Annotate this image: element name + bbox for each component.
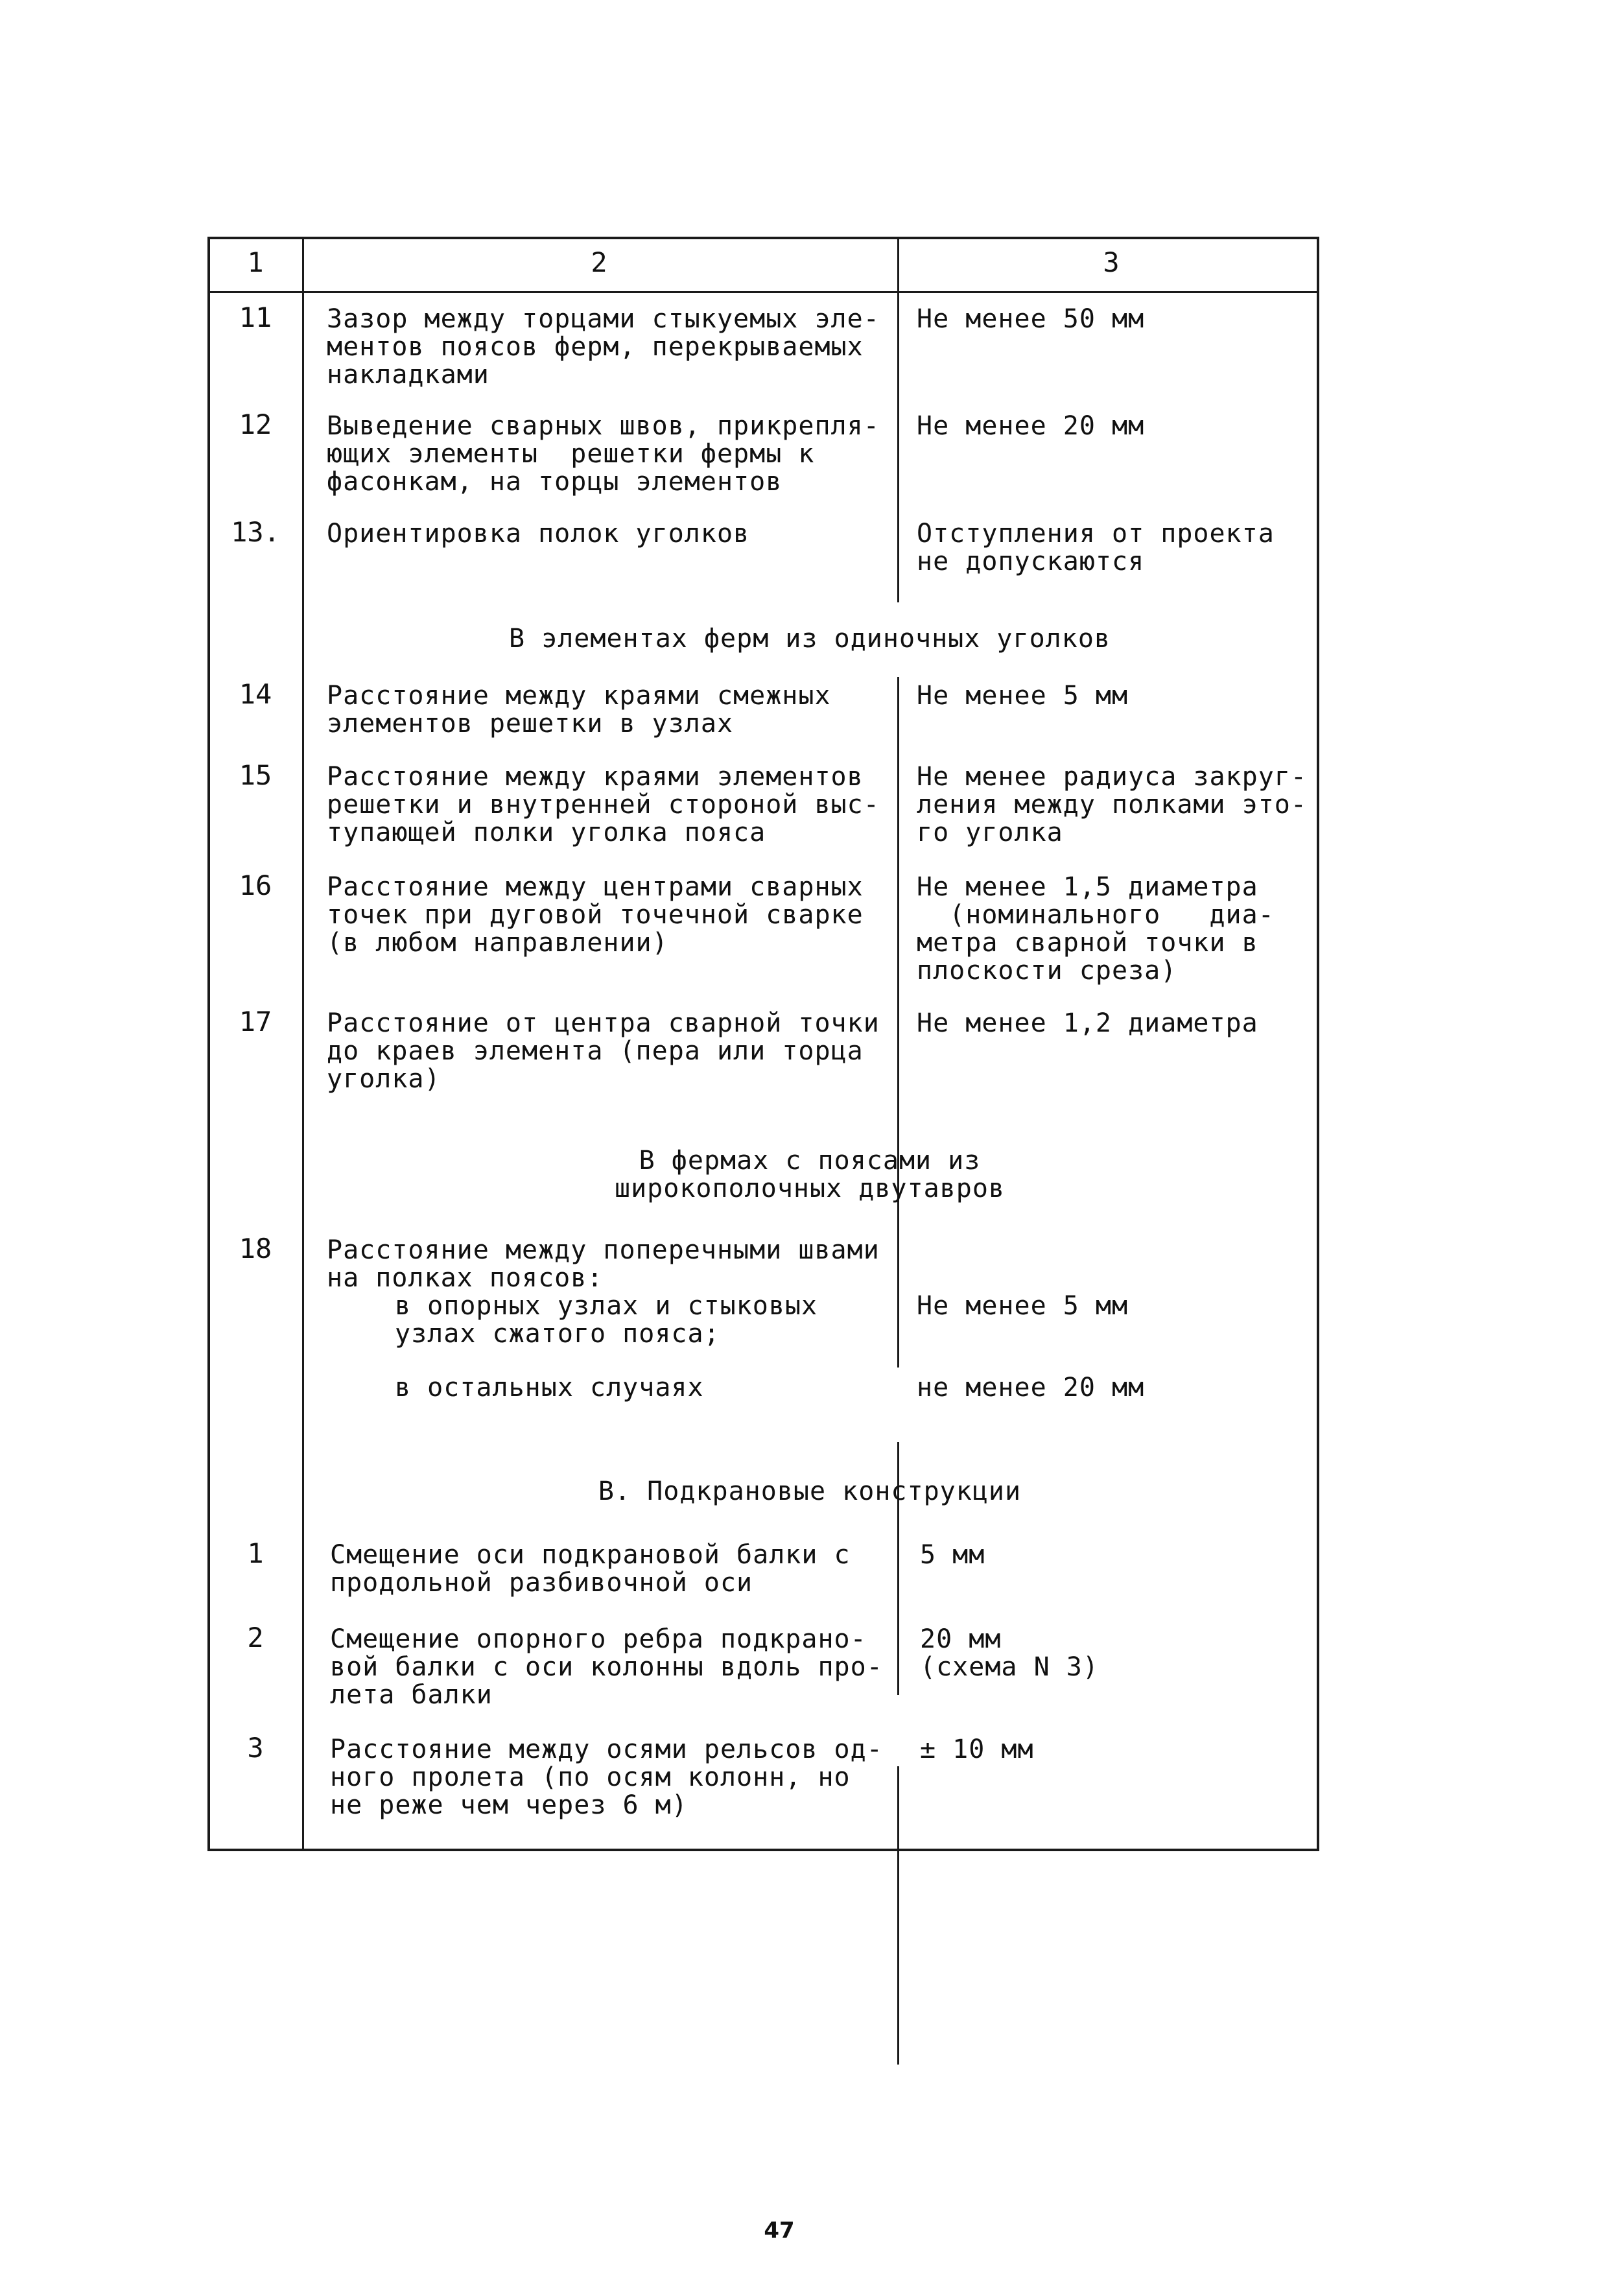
row-number: 14 — [239, 678, 272, 710]
row-number: 11 — [239, 302, 272, 333]
column-divider — [302, 239, 304, 1851]
row-subitem: в остальных случаях — [395, 1373, 704, 1403]
row-tolerance: Отступления от проекта не допускаются — [917, 519, 1275, 576]
row-description: Смещение опорного ребра подкрано- вой балки с оси колонны вдоль про- лета балки — [330, 1624, 883, 1710]
column-divider — [897, 1766, 899, 2065]
header-col1: 1 — [247, 246, 264, 278]
page-number: 47 — [764, 2218, 795, 2244]
row-description: Зазор между торцами стыкуемых эле- ментов поясов ферм, перекрываемых накладками — [327, 304, 880, 390]
section-heading: В фермах с поясами из широкополочных двутавров — [615, 1146, 1005, 1203]
row-tolerance: 20 мм (схема N 3) — [920, 1624, 1099, 1682]
row-number: 12 — [239, 408, 272, 440]
row-number: 17 — [239, 1006, 272, 1037]
header-divider — [210, 291, 1317, 293]
row-number: 2 — [247, 1622, 264, 1653]
row-tolerance: Не менее 5 мм — [917, 681, 1129, 711]
row-description: Расстояние между центрами сварных точек при дуговой точечной сварке (в любом направлении) — [327, 872, 864, 958]
row-number: 15 — [239, 759, 272, 791]
row-tolerance: Не менее 1,2 диаметра — [917, 1008, 1258, 1038]
row-description: Выведение сварных швов, прикрепля- ющих элементы решетки фермы к фасонкам, на торцы элементов — [327, 411, 880, 497]
row-description: Расстояние между краями смежных элементов решетки в узлах — [327, 681, 831, 739]
row-description: Расстояние от центра сварной точки до краев элемента (пера или торца уголка) — [327, 1008, 880, 1094]
row-description: Расстояние между краями элементов решетки и внутренней стороной выс- тупающей полки уголка пояса — [327, 762, 880, 847]
row-description: Смещение оси подкрановой балки с продольной разбивочной оси — [330, 1540, 851, 1598]
row-description: Ориентировка полок уголков — [327, 519, 750, 549]
row-subitem: в опорных узлах и стыковых узлах сжатого пояса; — [395, 1291, 818, 1349]
row-tolerance: не менее 20 мм — [917, 1373, 1145, 1403]
section-heading: В элементах ферм из одиночных уголков — [508, 624, 1111, 654]
column-divider — [897, 239, 899, 602]
row-tolerance: ± 10 мм — [920, 1734, 1034, 1764]
row-tolerance: Не менее радиуса закруг- ления между полками это- го уголка — [917, 762, 1307, 847]
column-divider — [897, 677, 899, 1367]
row-tolerance: Не менее 1,5 диаметра (номинального диа- метра сварной точки в плоскости среза) — [917, 872, 1275, 986]
tolerance-table — [207, 237, 1319, 1851]
section-heading: В. Подкрановые конструкции — [598, 1476, 1022, 1506]
row-number: 16 — [239, 870, 272, 901]
row-tolerance: Не менее 5 мм — [917, 1291, 1129, 1321]
row-number: 18 — [239, 1233, 272, 1264]
header-col3: 3 — [1103, 246, 1120, 278]
row-description: Расстояние между осями рельсов од- ного пролета (по осям колонн, но не реже чем через 6 м) — [330, 1734, 883, 1820]
row-tolerance: Не менее 50 мм — [917, 304, 1145, 334]
row-description: Расстояние между поперечными швами на полках поясов: — [327, 1235, 880, 1293]
row-number: 1 — [247, 1537, 264, 1569]
row-tolerance: 5 мм — [920, 1540, 985, 1570]
header-col2: 2 — [591, 246, 607, 278]
row-number: 13. — [231, 516, 280, 548]
row-tolerance: Не менее 20 мм — [917, 411, 1145, 441]
row-number: 3 — [247, 1732, 264, 1764]
